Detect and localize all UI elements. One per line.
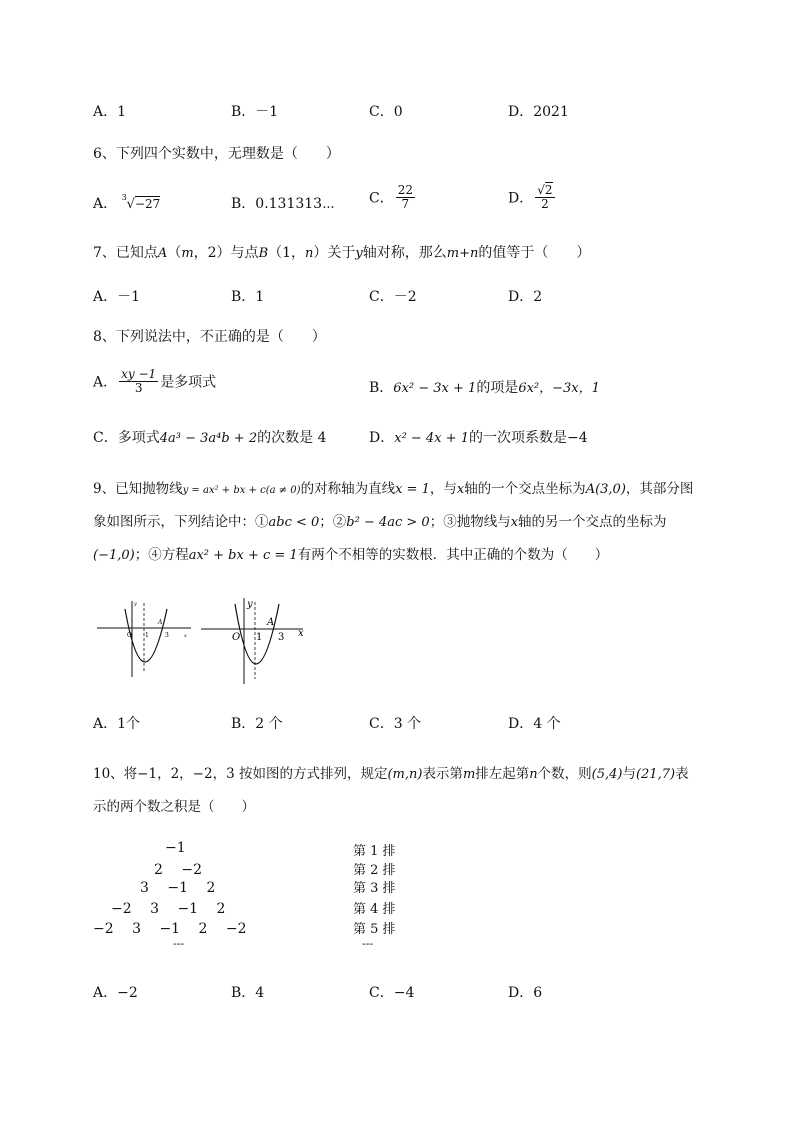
q6-d-label: D．	[508, 190, 534, 207]
row-label-5: 第 5 排	[353, 922, 396, 937]
q7-option-d[interactable]: D．2	[508, 289, 543, 305]
q8-a-numerator: xy −1	[121, 367, 157, 381]
q6-option-b[interactable]: B．0.131313⋯	[231, 196, 335, 212]
q6-option-d[interactable]: D． $\frac{√2}{2}$	[508, 183, 553, 211]
q6-c-denominator: 7	[401, 197, 410, 211]
q10-line-1: 10、将−1，2，−2，3 按如图的方式排列，规定(m,n)表示第m排左起第n个数，则(5,4)与(21,7)表	[93, 766, 689, 782]
q7-option-b[interactable]: B．1	[231, 289, 265, 305]
q6-a-radicand: −27	[134, 197, 161, 211]
q6-option-a[interactable]: A． $^3$√−27	[93, 193, 161, 212]
q7-option-a[interactable]: A．－1	[93, 289, 141, 305]
q8-option-a[interactable]: A． $\frac{xy -1}{3}$ 是多项式	[93, 367, 217, 395]
triangle-row-2: 2 −2	[154, 862, 202, 878]
triangle-row-1: −1	[165, 840, 186, 856]
q9-option-a[interactable]: A．1个	[93, 716, 141, 732]
q10-option-a[interactable]: A．−2	[93, 985, 138, 1001]
large-label-three: 3	[278, 632, 285, 643]
q9-graph-large	[199, 594, 311, 686]
q10-option-b[interactable]: B．4	[231, 985, 265, 1001]
small-label-a: A	[158, 619, 163, 626]
q6-a-index: 3	[121, 193, 127, 203]
q6-c-label: C．	[369, 190, 394, 207]
row-label-2: 第 2 排	[353, 863, 396, 878]
q5-option-a[interactable]: A．1	[93, 104, 127, 120]
large-label-o: O	[232, 632, 241, 643]
q6-d-radicand: 2	[544, 183, 553, 197]
small-label-one: 1	[145, 632, 149, 639]
row-label-ellipsis: ---	[362, 937, 374, 950]
small-label-y: y	[134, 601, 137, 607]
q6-c-numerator: 22	[397, 183, 413, 197]
q10-line-2: 示的两个数之积是（ ）	[93, 799, 255, 815]
row-label-4: 第 4 排	[353, 902, 396, 917]
triangle-row-5: −2 3 −1 2 −2	[93, 921, 247, 937]
large-label-a: A	[267, 617, 275, 628]
q8-a-denominator: 3	[134, 381, 143, 395]
small-label-x: x	[184, 633, 187, 639]
q6-option-c[interactable]	[369, 184, 417, 211]
q9-graph-small	[95, 597, 195, 682]
q10-option-d[interactable]: D．6	[508, 985, 543, 1001]
triangle-row-ellipsis: ---	[173, 937, 185, 950]
q6-stem: 6、下列四个实数中，无理数是（ ）	[93, 146, 340, 162]
q7-stem: 7、已知点A（m，2）与点B（1，n）关于y轴对称，那么m+n的值等于（ ）	[93, 245, 591, 261]
q9-option-b[interactable]: B．2 个	[231, 716, 283, 732]
small-label-three: 3	[165, 632, 169, 639]
q5-option-d[interactable]: D．2021	[508, 104, 569, 120]
q8-option-c[interactable]: C．多项式4a³ − 3a⁴b + 2的次数是 4	[93, 430, 327, 446]
q9-option-d[interactable]: D．4 个	[508, 716, 561, 732]
q8-option-b[interactable]: B．6x² − 3x + 1的项是6x²，−3x，1	[369, 380, 600, 396]
large-label-y: y	[247, 599, 253, 610]
q6-d-denominator: 2	[541, 197, 549, 211]
q9-line-3: (−1,0)；④方程ax² + bx + c = 1有两个不相等的实数根．其中正确的个数为（ ）	[93, 547, 609, 563]
q9-option-c[interactable]: C．3 个	[369, 716, 422, 732]
row-label-1: 第 1 排	[353, 844, 396, 859]
large-label-one: 1	[256, 632, 263, 643]
large-label-x: x	[298, 628, 304, 639]
q6-a-label: A．	[93, 196, 118, 212]
q10-option-c[interactable]: C．−4	[369, 985, 415, 1001]
row-label-3: 第 3 排	[353, 881, 396, 896]
triangle-row-3: 3 −1 2	[140, 880, 216, 896]
q8-option-d[interactable]: D．x² − 4x + 1的一次项系数是−4	[369, 430, 588, 446]
q5-option-c[interactable]: C．0	[369, 104, 403, 120]
q9-line-1: 9、已知抛物线y = ax² + bx + c(a ≠ 0)的对称轴为直线x = 1，与x轴的一个交点坐标为A(3,0)，其部分图	[93, 481, 694, 497]
small-label-o: O	[127, 632, 132, 639]
triangle-row-4: −2 3 −1 2	[111, 901, 226, 917]
q7-option-c[interactable]: C．－2	[369, 289, 417, 305]
q9-line-2: 象如图所示，下列结论中：①abc < 0；②b² − 4ac > 0；③抛物线与x轴的另一个交点的坐标为	[93, 514, 667, 530]
q8-stem: 8、下列说法中，不正确的是（ ）	[93, 329, 326, 345]
q5-option-b[interactable]: B．－1	[231, 104, 279, 120]
